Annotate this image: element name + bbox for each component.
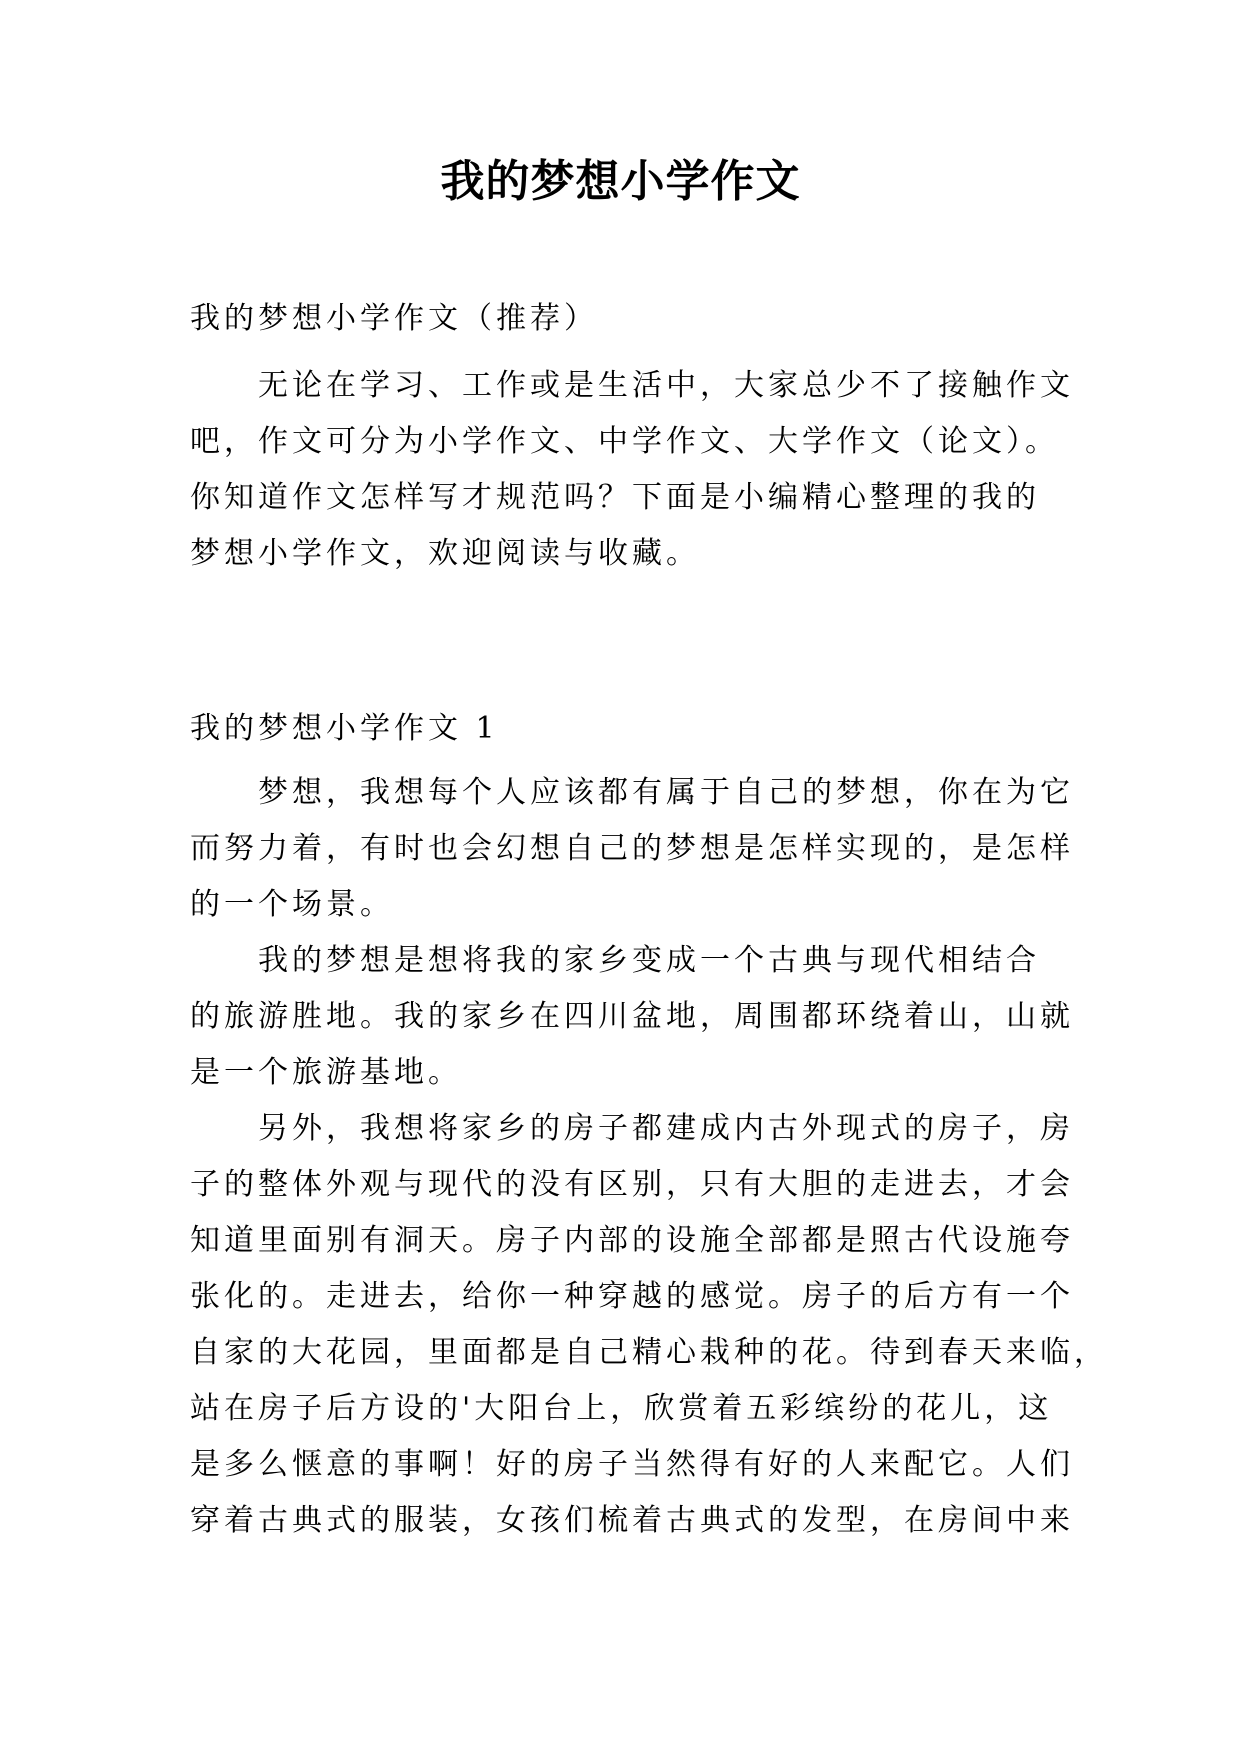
document-title: 我的梦想小学作文 <box>440 156 801 207</box>
paragraph3-line: 另外，我想将家乡的房子都建成内古外现式的房子，房 <box>258 1111 1074 1146</box>
paragraph3-line: 穿着古典式的服装，女孩们梳着古典式的发型，在房间中来 <box>190 1503 1074 1538</box>
intro-line: 你知道作文怎样写才规范吗？下面是小编精心整理的我的 <box>190 480 1040 515</box>
paragraph2-line: 我的梦想是想将我的家乡变成一个古典与现代相结合 <box>258 943 1040 978</box>
paragraph3-line: 站在房子后方设的'大阳台上，欣赏着五彩缤纷的花儿，这 <box>190 1391 1053 1426</box>
paragraph3-line: 张化的。走进去，给你一种穿越的感觉。房子的后方有一个 <box>190 1279 1074 1314</box>
paragraph1-line: 而努力着，有时也会幻想自己的梦想是怎样实现的，是怎样 <box>190 831 1074 866</box>
paragraph3-line: 子的整体外观与现代的没有区别，只有大胆的走进去，才会 <box>190 1167 1074 1202</box>
paragraph1-line: 的一个场景。 <box>190 887 394 922</box>
paragraph2-line: 是一个旅游基地。 <box>190 1055 462 1090</box>
document-subtitle: 我的梦想小学作文（推荐） <box>190 301 598 336</box>
paragraph3-line: 知道里面别有洞天。房子内部的设施全部都是照古代设施夸 <box>190 1223 1074 1258</box>
paragraph1-line: 梦想，我想每个人应该都有属于自己的梦想，你在为它 <box>258 775 1074 810</box>
section-heading: 我的梦想小学作文 1 <box>190 711 499 746</box>
paragraph3-line: 是多么惬意的事啊！好的房子当然得有好的人来配它。人们 <box>190 1447 1074 1482</box>
intro-line: 无论在学习、工作或是生活中，大家总少不了接触作文 <box>258 368 1074 403</box>
intro-line: 吧，作文可分为小学作文、中学作文、大学作文（论文）。 <box>190 424 1059 459</box>
paragraph3-line: 自家的大花园，里面都是自己精心栽种的花。待到春天来临， <box>190 1335 1108 1370</box>
intro-line: 梦想小学作文，欢迎阅读与收藏。 <box>190 536 700 571</box>
paragraph2-line: 的旅游胜地。我的家乡在四川盆地，周围都环绕着山，山就 <box>190 999 1074 1034</box>
